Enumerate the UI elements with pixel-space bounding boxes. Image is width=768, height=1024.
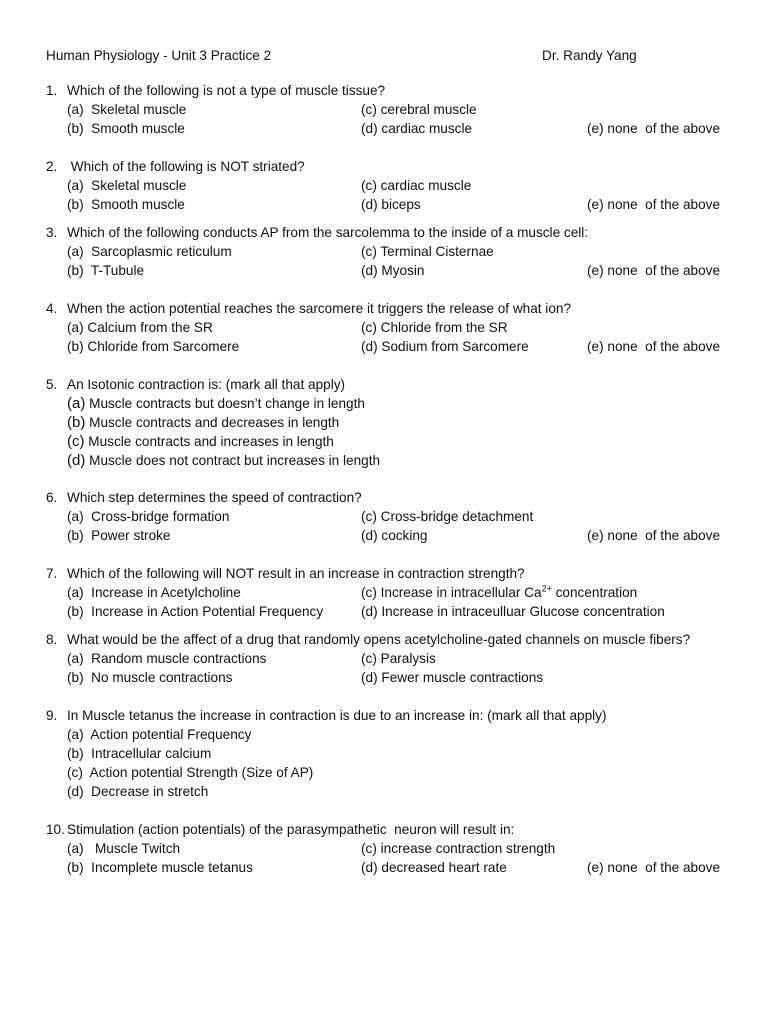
option-label: (a) (67, 395, 86, 412)
option-d: (d) cocking (361, 528, 428, 543)
option-a: (a) Muscle Twitch (67, 841, 181, 856)
option-text: Muscle does not contract but increases in length (85, 453, 381, 468)
option-b: (b) Power stroke (67, 528, 171, 543)
question-stem: Which of the following is NOT striated? (67, 159, 305, 174)
option-text: Muscle contracts and increases in length (84, 434, 334, 449)
option-text: Muscle contracts but doesn’t change in length (85, 396, 365, 411)
question-stem: What would be the affect of a drug that randomly opens acetylcholine-gated channels on muscle fibers? (67, 632, 691, 647)
option-c: (c) cardiac muscle (361, 178, 472, 193)
question-stem: Which of the following conducts AP from the sarcolemma to the inside of a muscle cell: (67, 225, 589, 240)
question-6 (46, 488, 736, 545)
option-c: (c) Cross-bridge detachment (361, 509, 534, 524)
question-7 (46, 564, 736, 621)
question-number: 5. (46, 377, 58, 392)
option-label: (c) (67, 765, 83, 780)
option-c: (c) Paralysis (361, 651, 436, 666)
option-a: (a) Sarcoplasmic reticulum (67, 244, 232, 259)
question-number: 3. (46, 225, 58, 240)
option-e: (e) none of the above (587, 197, 721, 212)
option-e: (e) none of the above (587, 528, 721, 543)
question-number: 7. (46, 566, 58, 581)
question-stem: Which step determines the speed of contraction? (67, 490, 362, 505)
question-number: 4. (46, 301, 58, 316)
option-d: (d) Increase in intraceulluar Glucose concentration (361, 604, 665, 619)
question-number: 8. (46, 632, 58, 647)
option-d: (d) cardiac muscle (361, 121, 473, 136)
question-1 (46, 81, 736, 138)
option-b: (b) Smooth muscle (67, 197, 185, 212)
option-text: Muscle contracts and decreases in length (85, 415, 340, 430)
question-number: 2. (46, 159, 58, 174)
worksheet-title: Human Physiology - Unit 3 Practice 2 (46, 48, 272, 63)
option-text: Action potential Frequency (83, 727, 252, 742)
question-number: 10. (46, 822, 65, 837)
question-9 (46, 706, 736, 801)
option-b: (b) Chloride from Sarcomere (67, 339, 240, 354)
question-number: 1. (46, 83, 58, 98)
option-a: (a) Skeletal muscle (67, 178, 187, 193)
option-a: (a) Increase in Acetylcholine (67, 585, 241, 600)
option-a: (a) Random muscle contractions (67, 651, 267, 666)
option-c: (c) Chloride from the SR (361, 320, 508, 335)
option-e: (e) none of the above (587, 263, 721, 278)
question-stem: An Isotonic contraction is: (mark all that apply) (67, 377, 346, 392)
question-5 (46, 375, 736, 470)
option-a: (a) Calcium from the SR (67, 320, 213, 335)
option-e: (e) none of the above (587, 121, 721, 136)
option-label: (a) (67, 727, 84, 742)
option-e: (e) none of the above (587, 339, 721, 354)
question-number: 6. (46, 490, 58, 505)
question-4 (46, 299, 736, 356)
option-e: (e) none of the above (587, 860, 721, 875)
option-label: (c) (67, 433, 85, 450)
question-stem: Which of the following is not a type of muscle tissue? (67, 83, 386, 98)
option-c: (c) Increase in intracellular $Ca^{2+}$ concentration (361, 583, 638, 600)
option-b: (b) No muscle contractions (67, 670, 233, 685)
option-label: (d) (67, 784, 84, 799)
option-label: (b) (67, 746, 84, 761)
option-text: Intracellular calcium (83, 746, 212, 761)
option-label: (b) (67, 414, 86, 431)
option-text: Decrease in stretch (83, 784, 209, 799)
option-d: (d) Myosin (361, 263, 425, 278)
option-c: (c) increase contraction strength (361, 841, 556, 856)
question-stem: In Muscle tetanus the increase in contraction is due to an increase in: (mark all that apply) (67, 708, 607, 723)
option-b: (b) Smooth muscle (67, 121, 185, 136)
question-10 (46, 820, 736, 877)
option-b: (b) T-Tubule (67, 263, 145, 278)
instructor-name: Dr. Randy Yang (542, 48, 637, 63)
option-d: (d) Fewer muscle contractions (361, 670, 544, 685)
option-text: Action potential Strength (Size of AP) (82, 765, 314, 780)
option-a: (a) Skeletal muscle (67, 102, 187, 117)
question-2 (46, 157, 736, 214)
option-c: (c) Terminal Cisternae (361, 244, 494, 259)
option-c: (c) cerebral muscle (361, 102, 477, 117)
question-stem: When the action potential reaches the sarcomere it triggers the release of what ion? (67, 301, 572, 316)
question-3 (46, 223, 736, 280)
question-stem: Stimulation (action potentials) of the parasympathetic neuron will result in: (67, 822, 515, 837)
option-a: (a) Cross-bridge formation (67, 509, 230, 524)
option-b: (b) Increase in Action Potential Frequency (67, 604, 324, 619)
option-d: (d) decreased heart rate (361, 860, 507, 875)
question-8 (46, 630, 736, 687)
option-label: (d) (67, 452, 86, 469)
question-number: 9. (46, 708, 58, 723)
question-stem: Which of the following will NOT result in an increase in contraction strength? (67, 566, 525, 581)
option-d: (d) Sodium from Sarcomere (361, 339, 529, 354)
option-d: (d) biceps (361, 197, 421, 212)
option-b: (b) Incomplete muscle tetanus (67, 860, 253, 875)
